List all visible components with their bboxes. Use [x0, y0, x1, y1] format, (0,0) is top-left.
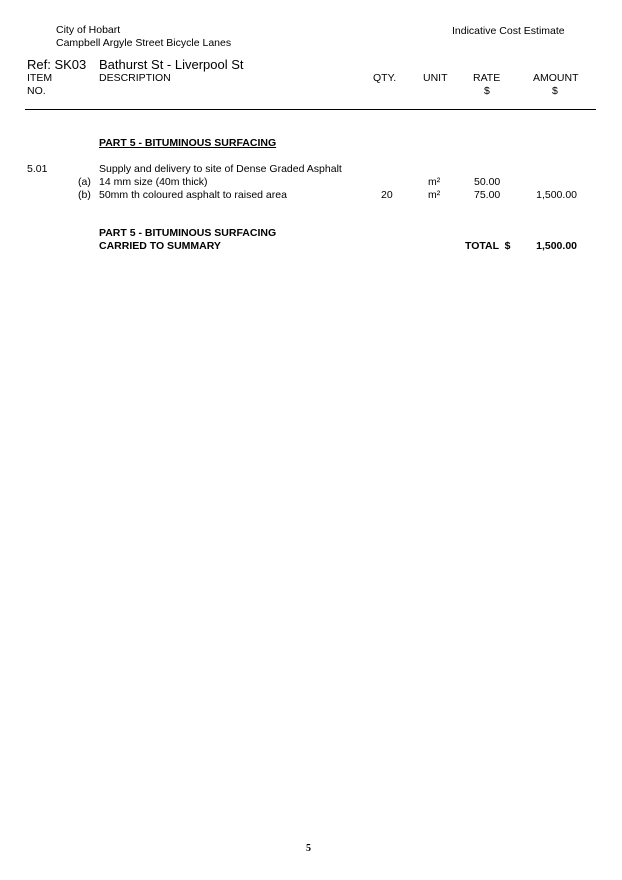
total-value: 1,500.00: [536, 240, 577, 252]
subitem-rate: 75.00: [474, 189, 501, 201]
subitem-description: 50mm th coloured asphalt to raised area: [99, 189, 287, 201]
summary-carried-label: CARRIED TO SUMMARY: [99, 240, 221, 252]
column-amount: AMOUNT: [533, 72, 579, 84]
column-qty: QTY.: [373, 72, 397, 84]
subitem-rate: 50.00: [474, 176, 501, 188]
item-description: Supply and delivery to site of Dense Graded Asphalt: [99, 163, 342, 175]
summary-part-title: PART 5 - BITUMINOUS SURFACING: [99, 227, 277, 239]
page-number: 5: [306, 843, 311, 854]
subitem-amount: 1,500.00: [536, 189, 577, 201]
column-description: DESCRIPTION: [99, 72, 171, 84]
column-rate-currency: $: [484, 85, 490, 97]
column-amount-currency: $: [552, 85, 558, 97]
column-item-no: NO.: [27, 85, 46, 97]
document-type: Indicative Cost Estimate: [452, 25, 565, 37]
header-divider: [25, 109, 596, 110]
subitem-unit: m²: [428, 189, 441, 201]
subitem-label: (b): [78, 189, 91, 201]
location-title: Bathurst St - Liverpool St: [99, 57, 244, 72]
subitem-label: (a): [78, 176, 91, 188]
column-unit: UNIT: [423, 72, 448, 84]
part-heading: PART 5 - BITUMINOUS SURFACING: [99, 137, 277, 149]
reference: Ref: SK03: [27, 57, 87, 72]
org-name: City of Hobart: [56, 24, 121, 36]
subitem-qty: 20: [381, 189, 393, 201]
item-number: 5.01: [27, 163, 48, 175]
subitem-description: 14 mm size (40m thick): [99, 176, 208, 188]
total-label: TOTAL $: [465, 240, 511, 252]
column-rate: RATE: [473, 72, 501, 84]
project-name: Campbell Argyle Street Bicycle Lanes: [56, 37, 232, 49]
column-item: ITEM: [27, 72, 53, 84]
subitem-unit: m²: [428, 176, 441, 188]
